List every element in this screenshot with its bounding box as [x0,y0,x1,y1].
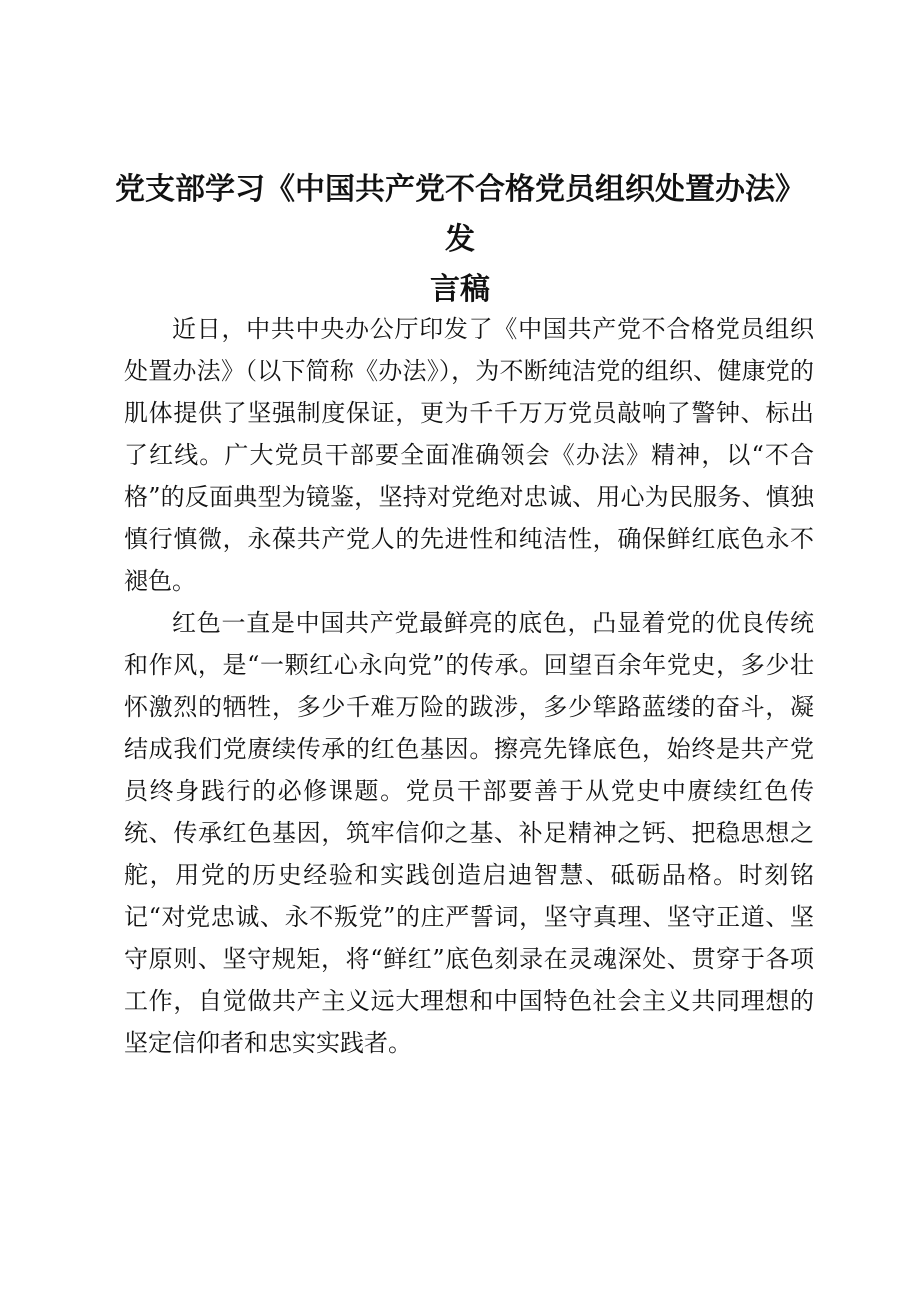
document-body [124,308,814,1064]
document-title [110,165,810,315]
title-line-1: 党支部学习《中国共产党不合格党员组织处置办法》发 [115,172,805,257]
title-line-2: 言稿 [430,272,490,307]
paragraph-1: 近日，中共中央办公厅印发了《中国共产党不合格党员组织处置办法》（以下简称《办法》），为不断纯洁党的组织、健康党的肌体提供了坚强制度保证，更为千千万万党员敲响了警钟、标出了红线。广大党员干部要全面准确领会《办法》精神，以“不合格”的反面典型为镜鉴，坚持对党绝对忠诚、用心为民服务、慎独慎行慎微，永葆共产党人的先进性和纯洁性，确保鲜红底色永不褪色。 [124,315,814,595]
paragraph-2: 红色一直是中国共产党最鲜亮的底色，凸显着党的优良传统和作风，是“一颗红心永向党”的传承。回望百余年党史，多少壮怀激烈的牺牲，多少千难万险的跋涉，多少筚路蓝缕的奋斗，凝结成我们党赓续传承的红色基因。擦亮先锋底色，始终是共产党员终身践行的必修课题。党员干部要善于从党史中赓续红色传统、传承红色基因，筑牢信仰之基、补足精神之钙、把稳思想之舵，用党的历史经验和实践创造启迪智慧、砥砺品格。时刻铭记“对党忠诚、永不叛党”的庄严誓词，坚守真理、坚守正道、坚守原则、坚守规矩，将“鲜红”底色刻录在灵魂深处、贯穿于各项工作，自觉做共产主义远大理想和中国特色社会主义共同理想的坚定信仰者和忠实实践者。 [124,609,814,1057]
